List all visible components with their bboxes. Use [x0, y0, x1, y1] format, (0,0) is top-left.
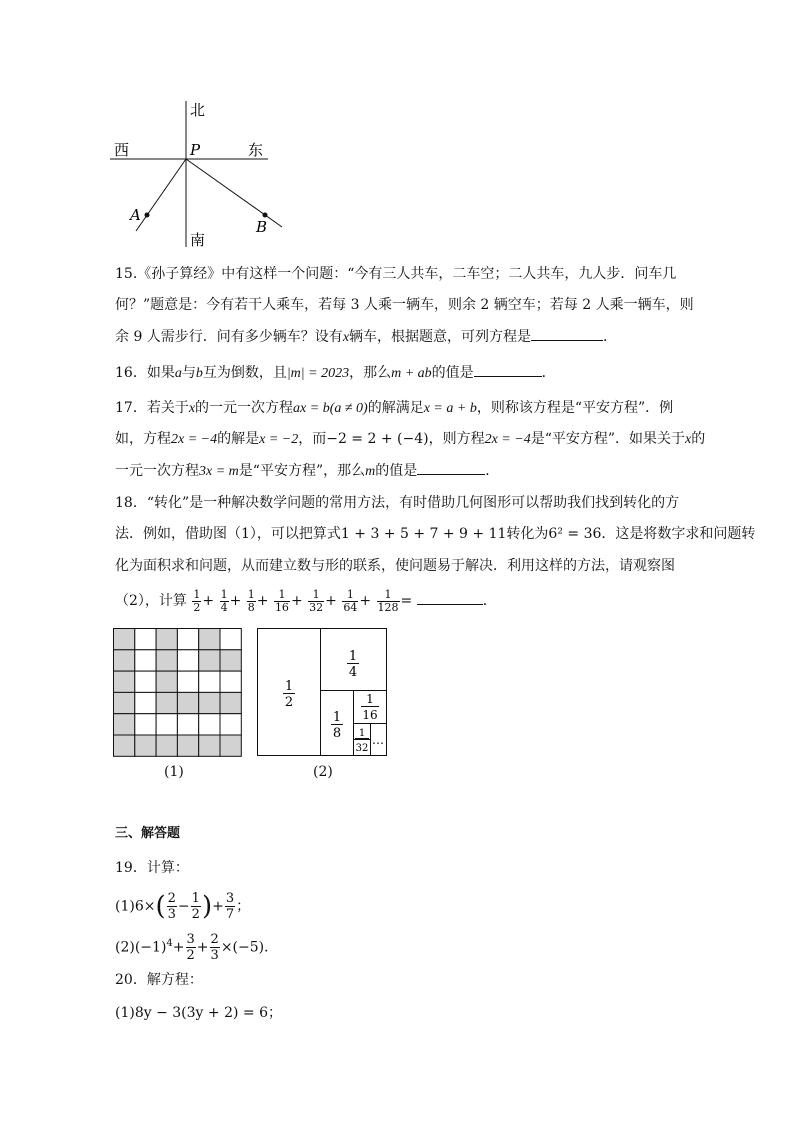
frac-den: 7: [225, 907, 235, 922]
grid-cell: [177, 714, 198, 735]
minus-sign: −: [177, 898, 190, 915]
label-sixteenth-num: 1: [366, 692, 374, 706]
point-a-label: A: [130, 206, 141, 224]
eq-2x: 2x = −4: [484, 432, 531, 447]
frac-den: 64: [343, 600, 358, 614]
grid-cell: [220, 692, 241, 713]
q17-text: ，而: [298, 431, 327, 447]
grid-cell: [199, 735, 220, 756]
frac-num: 1: [220, 587, 228, 601]
right-paren: ): [201, 891, 213, 922]
frac-1-2: [191, 891, 201, 922]
grid-cell: [114, 714, 135, 735]
frac-num: 2: [167, 891, 176, 906]
expr-m-ab: m + ab: [391, 366, 432, 381]
q16-text: 16．如果: [115, 365, 175, 381]
six-squared: 6² = 36: [548, 526, 602, 542]
q18-line1: 18．“转化”是一种解决数学问题的常用方法，有时借助几何图形可以帮助我们找到转化的方: [115, 495, 680, 511]
q17-text: 的解满足: [367, 400, 424, 416]
q17-text: 的值是: [375, 463, 418, 479]
q18-text: ．这是将数字求和问题转: [601, 526, 756, 542]
ray-pb: [186, 159, 282, 227]
q15-line1: 15.《孙子算经》中有这样一个问题：“今有三人共车，二车空；二人共车，九人步．问车几: [115, 266, 677, 282]
plus-sign: +: [172, 939, 185, 956]
frac-num: 3: [225, 891, 235, 906]
frac-3-7: [225, 891, 235, 922]
part-label: (2): [115, 939, 135, 956]
grid-cell: [156, 692, 177, 713]
grid-cell: [156, 714, 177, 735]
grid-cell: [220, 629, 241, 650]
q17-text: 是“平安方程”，那么: [238, 463, 366, 479]
grid-cell: [135, 714, 156, 735]
figure-2-caption: (2): [313, 764, 333, 780]
eq-ax-b: ax = b(a ≠ 0): [293, 401, 368, 416]
grid-cell: [135, 692, 156, 713]
q19-p2-end: ．: [264, 939, 279, 956]
q17-answer-blank[interactable]: [417, 460, 485, 475]
frac-den: 2: [186, 948, 195, 964]
q17-text: ，则称该方程是“平安方程”．例: [476, 400, 674, 416]
east-label: 东: [248, 141, 264, 159]
frac-den: 4: [220, 600, 228, 614]
var-b: b: [195, 366, 203, 381]
var-x: x: [685, 432, 692, 447]
frac-1-16: [274, 589, 290, 614]
frac-num: 2: [210, 932, 219, 948]
grid-cell: [135, 629, 156, 650]
q18-line3: 化为面积求和问题，从而建立数与形的联系，使问题易于解决．利用这样的方法，请观察图: [115, 558, 675, 574]
var-a: a: [174, 366, 182, 381]
q17-text: 的解是: [217, 431, 260, 447]
q17-line2: [115, 429, 705, 450]
q19-title: 19．计算：: [115, 860, 189, 876]
q15-line2: 何？”题意是：今有若干人乘车，若每 3 人乘一辆车，则余 2 辆空车；若每 2 人乘一辆车，则: [115, 297, 694, 313]
grid-cell: [220, 671, 241, 692]
label-thirtysecond-den: 32: [355, 743, 369, 754]
label-half-den: 2: [284, 695, 294, 710]
point-b-label: B: [256, 218, 268, 236]
frac-den: 2: [193, 600, 201, 614]
q17-line1: [115, 398, 673, 419]
grid-cell: [156, 629, 177, 650]
q16-answer-blank[interactable]: [474, 362, 542, 377]
grid-cell: [220, 714, 241, 735]
plus-sign: +: [359, 593, 372, 609]
section-3-title: 三、解答题: [115, 826, 181, 841]
grid-cell: [177, 692, 198, 713]
label-quarter-num: 1: [348, 649, 358, 664]
west-label: 西: [114, 141, 130, 159]
equals-sign: =: [400, 593, 413, 609]
frac-1-2: [192, 589, 201, 614]
frac-1-8: [247, 589, 256, 614]
q18-text: 法．例如，借助图（1），可以把算式: [115, 526, 341, 542]
label-ellipsis: …: [372, 733, 384, 747]
grid-cell: [199, 692, 220, 713]
q19-p1-text: 6×: [134, 898, 156, 915]
eq-3x-m: 3x = m: [199, 464, 239, 479]
q18-answer-blank[interactable]: [417, 590, 483, 605]
q18-line4: [115, 586, 497, 616]
label-quarter-den: 4: [348, 665, 358, 680]
grid-cell: [220, 650, 241, 671]
frac-den: 3: [167, 907, 176, 922]
var-x: x: [188, 401, 196, 416]
grid-cell: [177, 650, 198, 671]
grid-cell: [156, 650, 177, 671]
grid-cell: [156, 735, 177, 756]
frac-den: 32: [309, 600, 324, 614]
figure-1-grid: [113, 628, 243, 758]
label-eighth-den: 8: [332, 726, 342, 741]
q16-line: [115, 362, 556, 384]
label-eighth-num: 1: [332, 710, 342, 725]
frac-num: 3: [186, 932, 195, 948]
label-sixteenth-den: 16: [362, 708, 378, 722]
eq-check: −2 = 2 + (−4): [326, 431, 429, 447]
q16-end: ．: [541, 365, 556, 381]
q17-text: 17．若关于: [115, 400, 189, 416]
q17-text: 的一元一次方程: [195, 400, 294, 416]
q18-text: 转化为: [506, 526, 549, 542]
frac-num: 1: [274, 589, 290, 602]
frac-den: 3: [210, 948, 219, 964]
q18-line2: [115, 524, 755, 544]
q17-text: ，则方程: [428, 431, 485, 447]
q17-end: ．: [485, 463, 500, 479]
var-m: m: [365, 464, 376, 479]
q16-text: 的值是: [431, 365, 474, 381]
label-thirtysecond-num: 1: [358, 728, 366, 739]
q17-text: 是“平安方程”．如果关于: [530, 431, 686, 447]
eq-2x: 2x = −4: [171, 432, 218, 447]
south-label: 南: [190, 231, 206, 249]
plus-sign: +: [196, 939, 209, 956]
grid-cell: [177, 629, 198, 650]
q19-p2-text: (−1): [134, 939, 167, 956]
grid-cell: [114, 629, 135, 650]
frac-2-3: [210, 932, 220, 963]
q16-text: 互为倒数，且: [202, 365, 287, 381]
q17-text: 如，方程: [115, 431, 171, 447]
q18-end: ．: [482, 593, 497, 609]
part-label: (1): [115, 898, 135, 915]
q17-text: 一元一次方程: [115, 463, 199, 479]
plus-sign: +: [290, 593, 303, 609]
q16-text: 与: [181, 365, 196, 381]
q19-part2: [115, 929, 278, 963]
sum-odd: 1 + 3 + 5 + 7 + 9 + 11: [340, 526, 507, 542]
figure-2-diagram: [257, 628, 389, 758]
grid-cell: [177, 671, 198, 692]
frac-3-2: [186, 932, 196, 963]
grid-cell: [177, 735, 198, 756]
point-a-dot: [145, 213, 150, 218]
frac-num: 1: [193, 587, 201, 601]
plus-sign: +: [256, 593, 269, 609]
grid-cell: [114, 650, 135, 671]
plus-sign: +: [229, 593, 242, 609]
q17-line3: [115, 460, 499, 482]
grid-cell: [199, 671, 220, 692]
label-half-num: 1: [284, 679, 294, 694]
frac-1-64: [342, 589, 358, 614]
frac-den: 16: [274, 600, 289, 614]
frac-1-4: [220, 589, 229, 614]
q20-title: 20．解方程：: [115, 972, 203, 988]
frac-den: 128: [377, 600, 399, 614]
eq-x-neg2: x = −2: [259, 432, 299, 447]
frac-den: 2: [191, 907, 200, 922]
point-b-dot: [263, 213, 268, 218]
q19-p2-text: ×(−5): [220, 939, 265, 956]
figure-1-caption: (1): [164, 764, 184, 780]
exponent: 4: [166, 938, 173, 949]
q19-part1: [115, 891, 250, 922]
q20-part1: (1)8y − 3(3y + 2) = 6；: [115, 1005, 283, 1021]
q18-text: （2），计算: [115, 593, 187, 609]
grid-cell: [135, 671, 156, 692]
grid-cell: [220, 735, 241, 756]
q19-p1-end: ；: [236, 898, 251, 915]
grid-cell: [114, 692, 135, 713]
frac-num: 1: [247, 587, 255, 601]
frac-2-3: [167, 891, 177, 922]
grid-cell: [199, 650, 220, 671]
frac-num: 1: [342, 589, 358, 602]
north-label: 北: [190, 101, 206, 119]
grid-cell: [199, 714, 220, 735]
frac-num: 1: [191, 891, 200, 906]
q15-text: 余 9 人需步行．问有多少辆车？设有: [115, 329, 343, 345]
grid-cell: [114, 735, 135, 756]
abs-expr: |m| = 2023: [286, 366, 350, 381]
q15-answer-blank[interactable]: [531, 326, 603, 341]
grid-cell: [199, 629, 220, 650]
var-x: x: [342, 330, 350, 345]
plus-sign: +: [325, 593, 337, 609]
frac-den: 8: [247, 600, 255, 614]
grid-cell: [135, 650, 156, 671]
frac-1-128: [377, 589, 400, 614]
q15-end: ．: [603, 329, 618, 345]
grid-cell: [114, 671, 135, 692]
q16-text: ，那么: [349, 365, 392, 381]
frac-num: 1: [377, 589, 400, 602]
eq-x-a-b: x = a + b: [423, 401, 477, 416]
grid-cell: [156, 671, 177, 692]
q17-text: 的: [691, 431, 706, 447]
plus-sign: +: [202, 593, 215, 609]
q15-line3: [115, 326, 617, 348]
q15-text: 辆车，根据题意，可列方程是: [349, 329, 532, 345]
compass-diagram: [108, 95, 298, 255]
point-p-label: P: [190, 141, 201, 159]
grid-cell: [135, 735, 156, 756]
frac-num: 1: [308, 589, 324, 602]
ray-pa: [136, 159, 186, 231]
frac-1-32: [308, 589, 324, 614]
plus-sign: +: [212, 898, 224, 915]
left-paren: (: [155, 891, 166, 922]
